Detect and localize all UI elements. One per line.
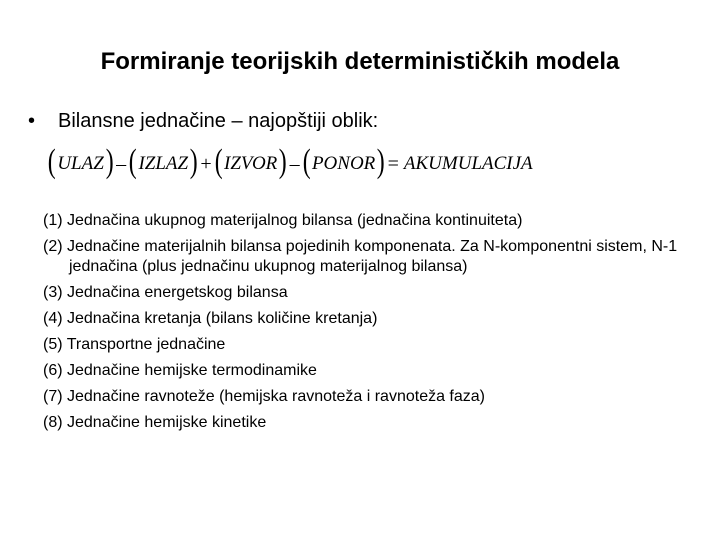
operator-minus: – bbox=[289, 152, 300, 175]
balance-equation bbox=[46, 144, 626, 184]
term-label: IZVOR bbox=[224, 153, 278, 174]
list-item: (2) Jednačine materijalnih bilansa pojedinih komponenata. Za N-komponentni sistem, N-1 jednačina (plus jednačinu ukupnog materijalnog bilansa) bbox=[43, 238, 678, 275]
bullet-text: Bilansne jednačine – najopštiji oblik: bbox=[58, 110, 379, 132]
list-item: (1) Jednačina ukupnog materijalnog bilansa (jednačina kontinuiteta) bbox=[43, 212, 523, 229]
slide-title: Formiranje teorijskih determinističkih modela bbox=[100, 48, 620, 75]
equation-term-izvor bbox=[213, 143, 289, 181]
list-item: (4) Jednačina kretanja (bilans količine kretanja) bbox=[43, 310, 378, 327]
term-label: ULAZ bbox=[57, 153, 104, 174]
list-item: (5) Transportne jednačine bbox=[43, 336, 226, 353]
operator-minus: – bbox=[116, 152, 127, 175]
left-paren: ( bbox=[47, 143, 56, 180]
right-paren: ) bbox=[105, 143, 114, 180]
list-item: (7) Jednačine ravnoteže (hemijska ravnoteža i ravnoteža faza) bbox=[43, 388, 485, 405]
left-paren: ( bbox=[214, 143, 223, 180]
right-paren: ) bbox=[278, 143, 287, 180]
right-paren: ) bbox=[189, 143, 198, 180]
left-paren: ( bbox=[302, 143, 311, 180]
term-label: PONOR bbox=[311, 153, 376, 174]
bullet-item bbox=[28, 108, 378, 134]
equation-result: AKUMULACIJA bbox=[403, 153, 533, 174]
list-item: (8) Jednačine hemijske kinetike bbox=[43, 414, 267, 431]
operator-equals: = bbox=[387, 152, 399, 175]
equation-term-ponor bbox=[301, 143, 387, 181]
left-paren: ( bbox=[128, 143, 137, 180]
bullet-marker: • bbox=[28, 110, 36, 132]
list-item: (6) Jednačine hemijske termodinamike bbox=[43, 362, 317, 379]
equation-term-ulaz bbox=[46, 143, 115, 181]
term-label: IZLAZ bbox=[138, 153, 189, 174]
operator-plus: + bbox=[200, 152, 212, 175]
equation-list bbox=[43, 208, 683, 436]
list-item: (3) Jednačina energetskog bilansa bbox=[43, 284, 288, 301]
right-paren: ) bbox=[376, 143, 385, 180]
equation-term-izlaz bbox=[127, 143, 199, 181]
